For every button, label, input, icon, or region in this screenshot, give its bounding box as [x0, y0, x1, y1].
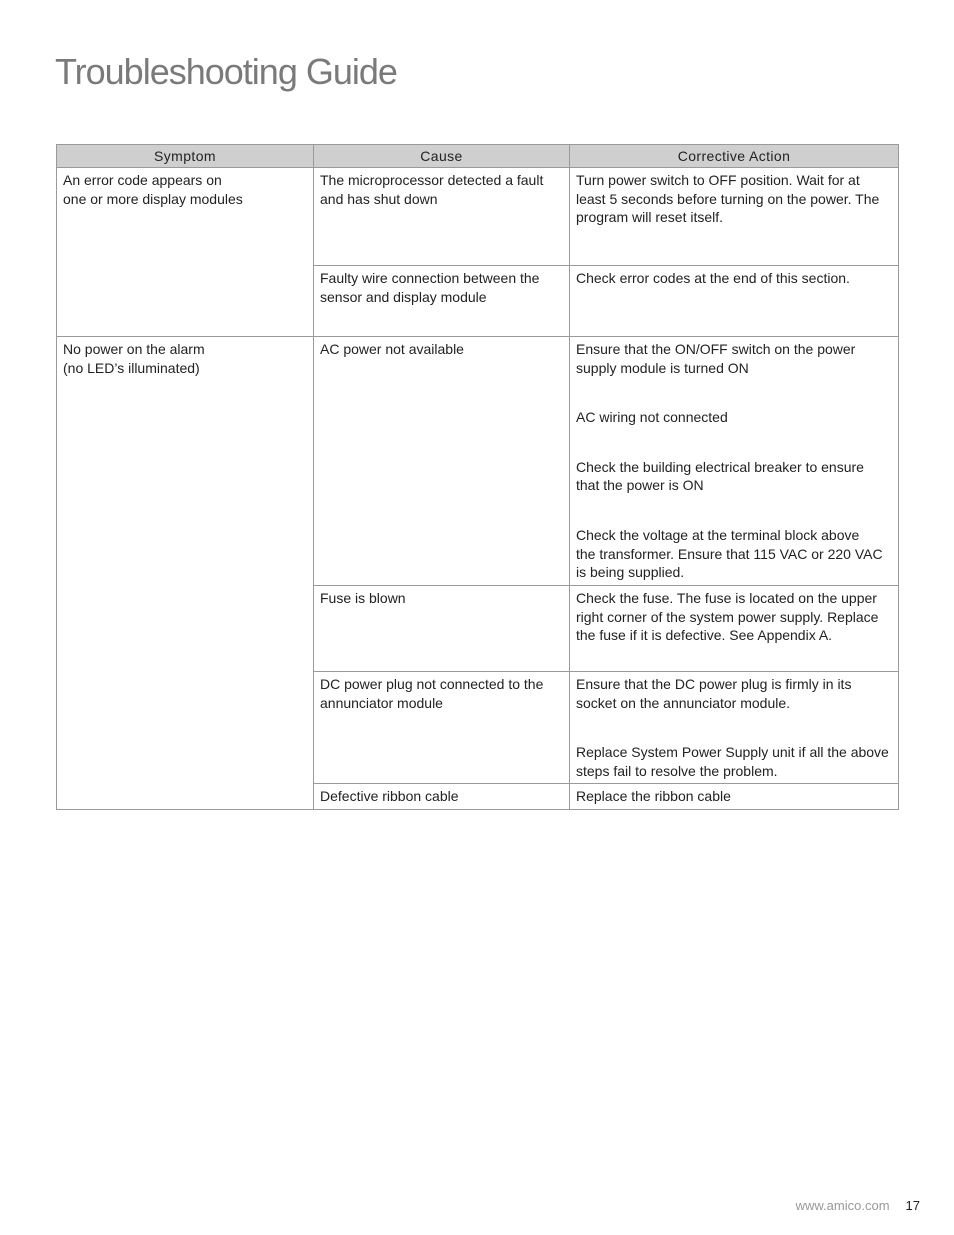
corrective-action-step: Ensure that the DC power plug is firmly in its socket on the annunciator module.: [576, 676, 852, 711]
cause-cell: The microprocessor detected a fault and has shut down: [314, 168, 570, 266]
table-row: [57, 337, 899, 586]
corrective-action-step: Check error codes at the end of this section.: [576, 270, 850, 286]
corrective-action-step: Check the fuse. The fuse is located on the upper right corner of the system power supply. Replace the fuse if it is defective. See Appendix A.: [576, 590, 879, 644]
column-header-corrective-action: Corrective Action: [570, 145, 899, 168]
page-title: Troubleshooting Guide: [55, 51, 397, 92]
corrective-action-cell: [570, 784, 899, 810]
symptom-cell: No power on the alarm (no LED’s illuminated): [57, 337, 314, 810]
corrective-action-cell: [570, 266, 899, 337]
symptom-cell: An error code appears on one or more display modules: [57, 168, 314, 337]
corrective-action-step: Replace System Power Supply unit if all the above steps fail to resolve the problem.: [576, 744, 889, 779]
troubleshooting-table: [56, 144, 899, 810]
table-header-row: [57, 145, 899, 168]
page-number: 17: [905, 1198, 920, 1213]
cause-cell: DC power plug not connected to the annunciator module: [314, 672, 570, 784]
corrective-action-cell: [570, 672, 899, 784]
column-header-cause: Cause: [314, 145, 570, 168]
column-header-symptom: Symptom: [57, 145, 314, 168]
corrective-action-cell: [570, 168, 899, 266]
corrective-action-step: Ensure that the ON/OFF switch on the power supply module is turned ON: [576, 341, 856, 376]
cause-cell: Fuse is blown: [314, 586, 570, 672]
footer-website: www.amico.com: [795, 1198, 890, 1213]
corrective-action-step: Check the voltage at the terminal block above the transformer. Ensure that 115 VAC or 220 VAC is being supplied.: [576, 526, 883, 581]
cause-cell: AC power not available: [314, 337, 570, 586]
corrective-action-cell: [570, 337, 899, 586]
corrective-action-step: Replace the ribbon cable: [576, 788, 731, 805]
corrective-action-cell: [570, 586, 899, 672]
page-footer: [796, 1198, 920, 1213]
corrective-action-step: Turn power switch to OFF position. Wait for at least 5 seconds before turning on the power. The program will reset itself.: [576, 172, 880, 226]
cause-cell: Defective ribbon cable: [314, 784, 570, 810]
cause-cell: Faulty wire connection between the sensor and display module: [314, 266, 570, 337]
corrective-action-step: AC wiring not connected: [576, 409, 728, 426]
table-row: [57, 168, 899, 266]
corrective-action-step: Check the building electrical breaker to ensure that the power is ON: [576, 458, 864, 494]
